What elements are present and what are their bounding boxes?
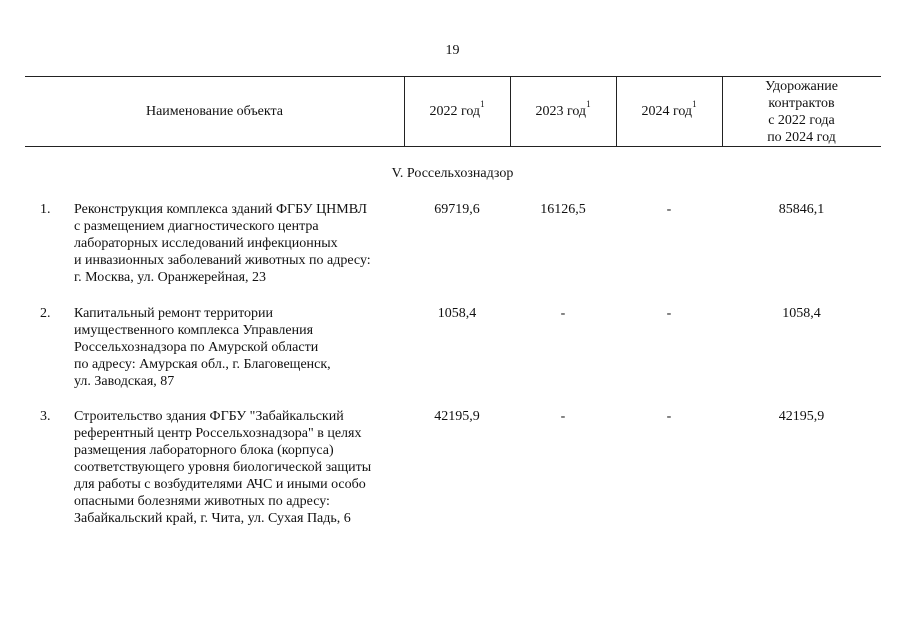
header-object-name-label: Наименование объекта <box>145 104 284 119</box>
header-cost-increase-line: с 2022 года <box>768 112 835 128</box>
section-title: V. Россельхознадзор <box>391 166 514 181</box>
row-value-2022: 69719,6 <box>434 202 480 217</box>
row-name-line: Реконструкция комплекса зданий ФГБУ ЦНМВЛ <box>74 202 368 217</box>
header-cost-increase-line: по 2024 год <box>767 129 836 145</box>
header-cost-increase <box>722 77 881 146</box>
row-name-line: с размещением диагностического центра <box>74 219 319 234</box>
row-value-2022: 42195,9 <box>434 409 480 424</box>
row-value-increase: 42195,9 <box>778 409 825 424</box>
header-cost-increase-line: контрактов <box>768 95 835 111</box>
footnote-mark: 1 <box>480 99 485 110</box>
row-value-increase: 85846,1 <box>778 202 825 217</box>
row-name-line: лабораторных исследований инфекционных <box>74 236 338 251</box>
row-value-increase: 1058,4 <box>782 306 821 321</box>
row-object-name <box>74 201 404 286</box>
footnote-mark: 1 <box>586 99 591 110</box>
row-name-line: референтный центр Россельхознадзора" в целях <box>74 426 362 441</box>
row-name-line: имущественного комплекса Управления <box>74 323 314 338</box>
row-value-2022: 1058,4 <box>437 306 477 321</box>
row-name-line: опасными болезнями животных по адресу: <box>74 494 330 509</box>
header-object-name <box>25 77 404 146</box>
header-2023 <box>510 77 616 146</box>
row-value-2024: - <box>666 306 672 321</box>
row-name-line: для работы с возбудителями АЧС и иными особо <box>74 477 366 492</box>
row-object-name <box>74 305 404 390</box>
row-name-line: Строительство здания ФГБУ "Забайкальский <box>74 409 344 424</box>
row-name-line: соответствующего уровня биологической защиты <box>74 460 372 475</box>
row-name-line: Капитальный ремонт территории <box>74 306 273 321</box>
row-name-line: размещения лабораторного блока (корпуса) <box>74 443 334 458</box>
row-object-name <box>74 408 404 527</box>
row-name-line: Забайкальский край, г. Чита, ул. Сухая Падь, 6 <box>74 511 351 526</box>
page-number: 19 <box>445 43 460 58</box>
row-value-2024: - <box>666 202 672 217</box>
row-value-2023: 16126,5 <box>540 202 586 217</box>
header-2024-label: 2024 год <box>641 104 693 119</box>
header-bottom-border <box>25 146 881 147</box>
header-2022-label: 2022 год <box>429 104 481 119</box>
row-name-line: по адресу: Амурская обл., г. Благовещенск, <box>74 357 331 372</box>
header-2023-label: 2023 год <box>535 104 587 119</box>
row-number: 3. <box>40 409 51 424</box>
row-value-2023: - <box>560 409 566 424</box>
row-value-2023: - <box>560 306 566 321</box>
header-cost-increase-line: Удорожание <box>765 78 838 94</box>
header-2024 <box>616 77 722 146</box>
row-name-line: ул. Заводская, 87 <box>74 374 175 389</box>
row-number: 2. <box>40 306 51 321</box>
row-name-line: г. Москва, ул. Оранжерейная, 23 <box>74 270 267 285</box>
row-value-2024: - <box>666 409 672 424</box>
header-2022 <box>404 77 510 146</box>
row-name-line: и инвазионных заболеваний животных по адресу: <box>74 253 371 268</box>
footnote-mark: 1 <box>692 99 697 110</box>
row-name-line: Россельхознадзора по Амурской области <box>74 340 319 355</box>
row-number: 1. <box>40 202 51 217</box>
